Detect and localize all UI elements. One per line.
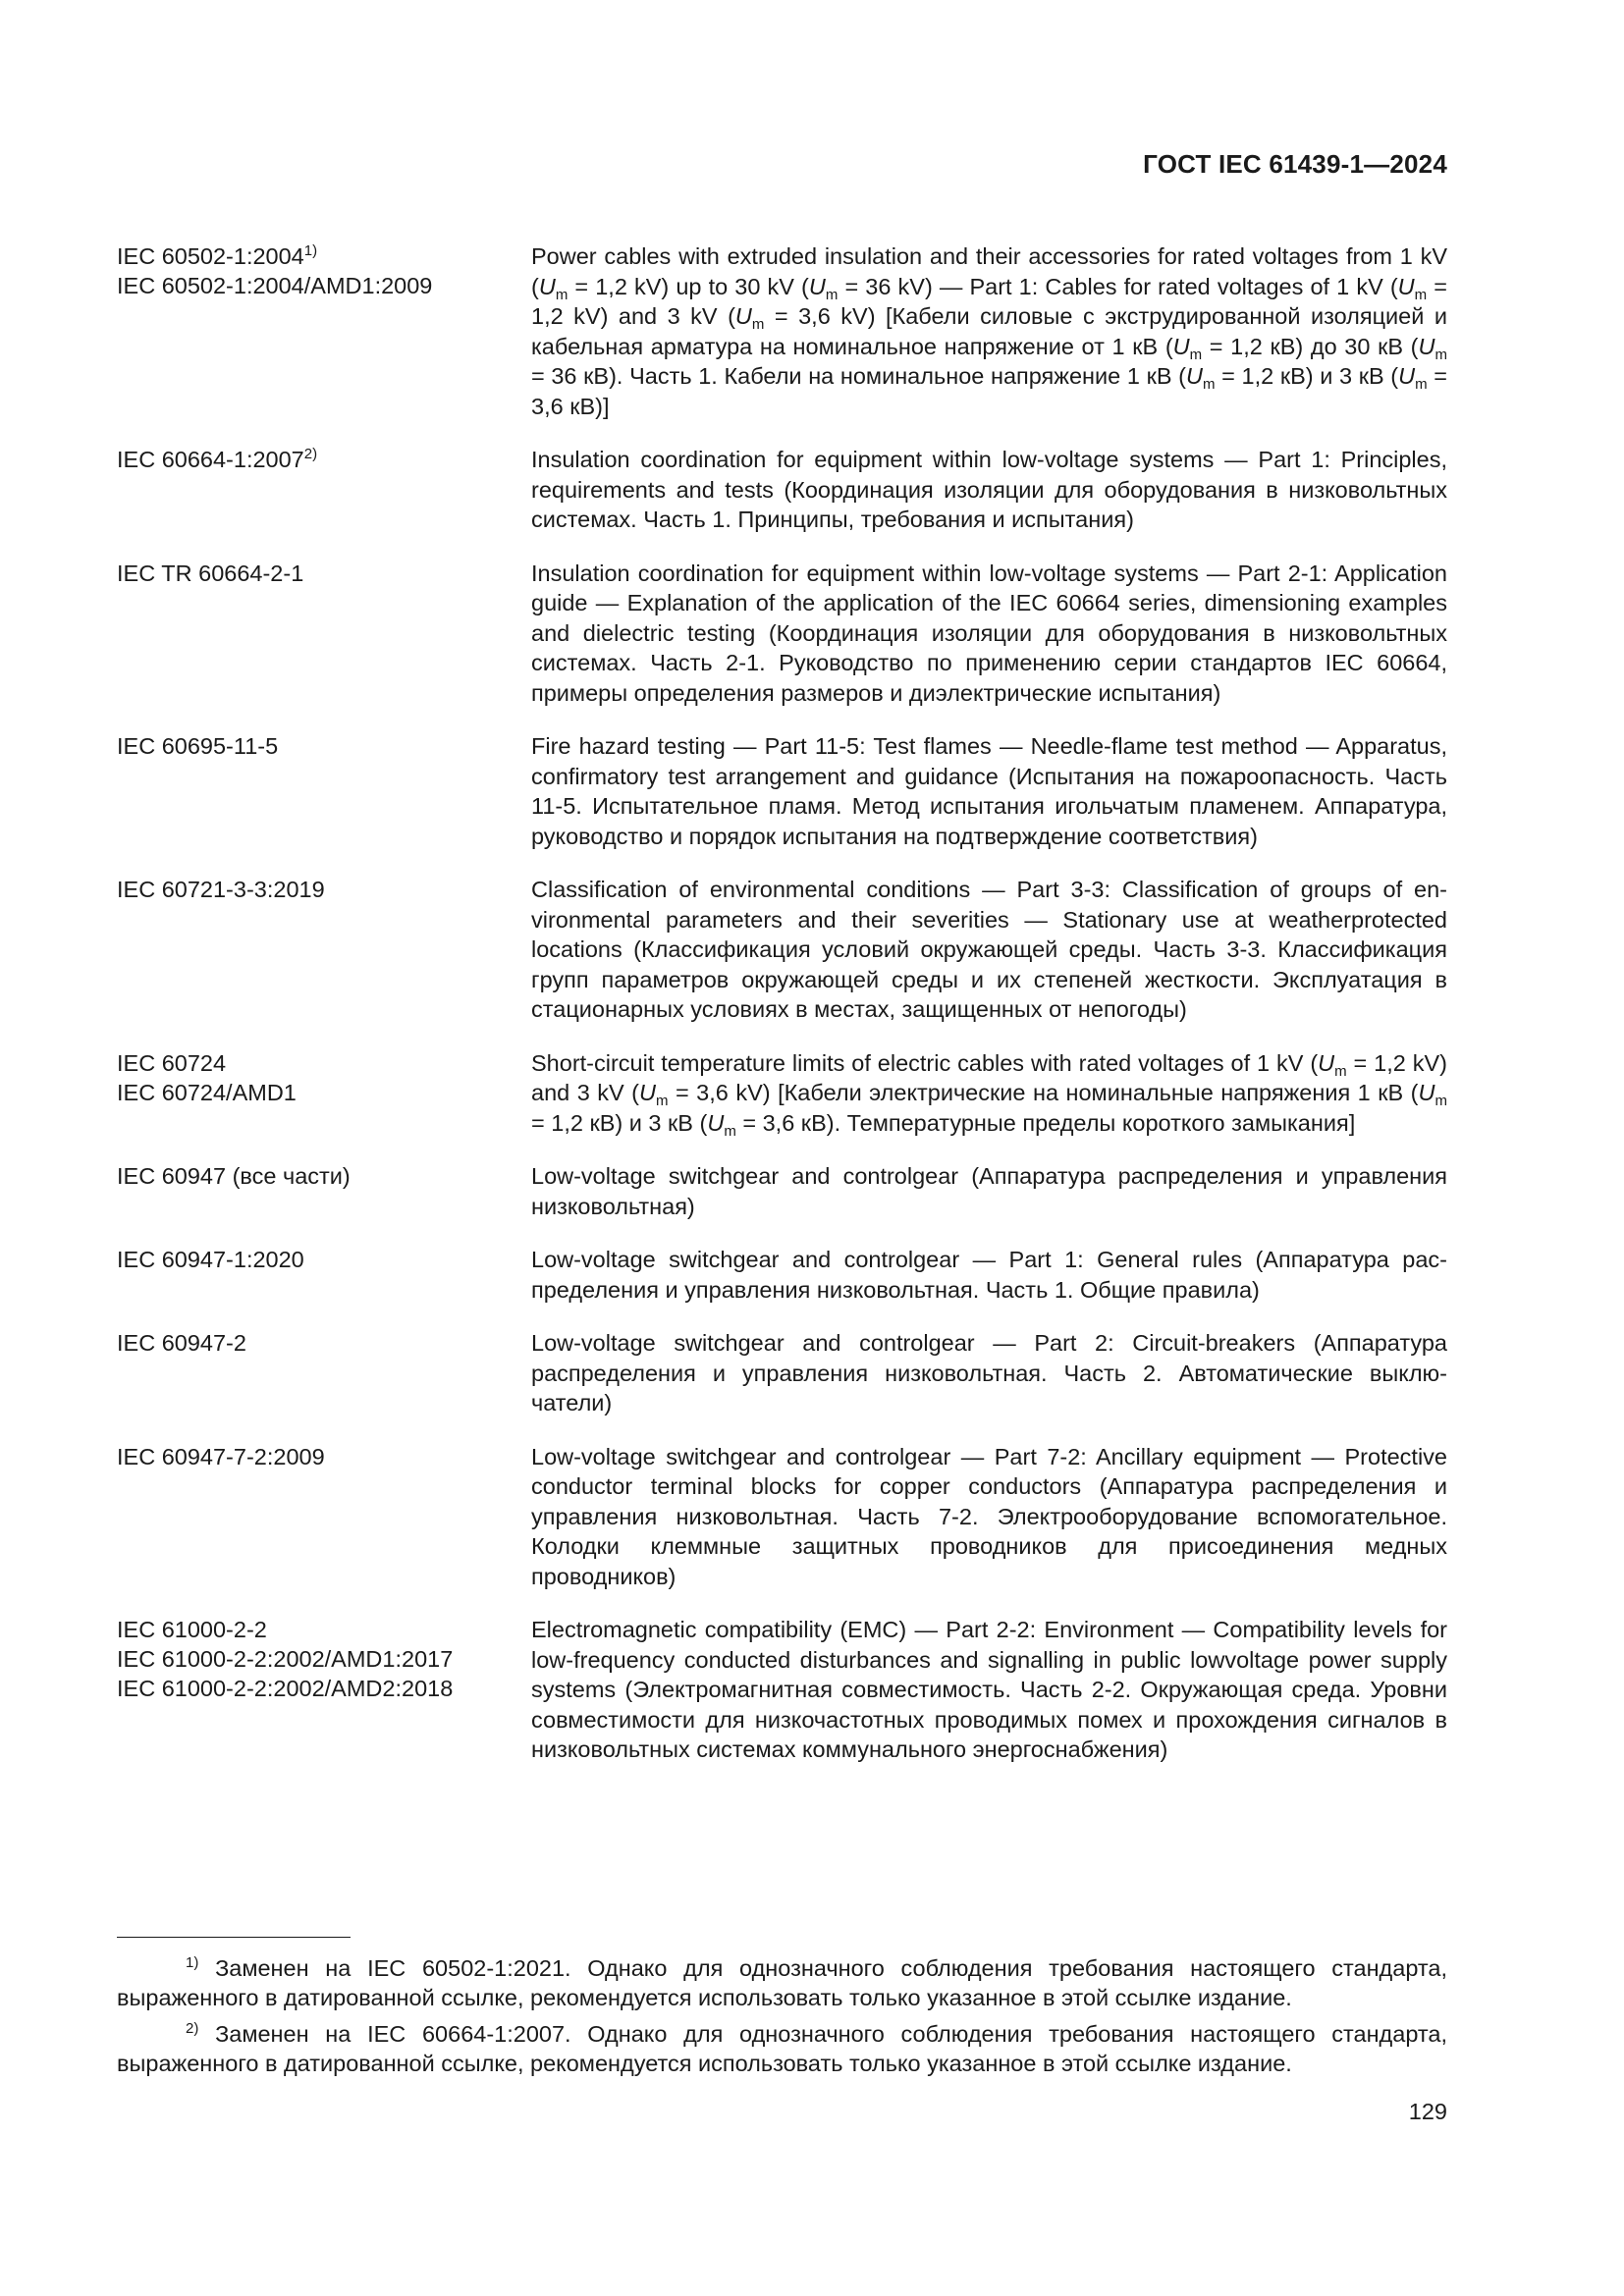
title-text: Power cables with extruded insulation and their accessories for rated voltages from 1 kV (	[531, 243, 1447, 299]
reference-code-text: IEC 60695-11-5	[117, 733, 279, 759]
reference-title	[531, 731, 1447, 851]
reference-row	[117, 559, 1447, 709]
reference-row	[117, 731, 1447, 851]
reference-title	[531, 445, 1447, 535]
reference-row	[117, 1328, 1447, 1418]
reference-title	[531, 241, 1447, 421]
reference-title	[531, 1048, 1447, 1139]
reference-title	[531, 559, 1447, 709]
footnote-text: Заменен на IEC 60664-1:2007. Однако для однозначного соблюдения требования настоящего стандарта, выраженного в датированной ссылке, рекомендуется использовать только указанное в этой ссылке издание.	[117, 2021, 1447, 2076]
voltage-symbol: U	[639, 1080, 656, 1105]
title-text: = 1,2 kV) and 3 kV (	[531, 1049, 1447, 1105]
reference-code-text: IEC 60947-7-2:2009	[117, 1443, 325, 1469]
reference-row	[117, 445, 1447, 535]
reference-code-text: IEC 60724/AMD1	[117, 1079, 297, 1105]
voltage-symbol: U	[707, 1109, 725, 1136]
voltage-subscript: m	[1203, 376, 1216, 393]
voltage-symbol: U	[1186, 363, 1203, 389]
reference-codes	[117, 445, 531, 535]
title-text: = 1,2 кВ) и 3 кВ (	[1215, 363, 1399, 389]
title-text: = 36 кВ). Часть 1. Кабели на номинальное напряжение 1 кВ (	[531, 363, 1187, 389]
voltage-subscript: m	[1435, 1093, 1447, 1109]
reference-codes	[117, 1048, 531, 1139]
title-text: Insulation coordination for equipment within low-voltage systems — Part 1: Principles, requirements and tests (Координация изоляции для оборудования в низковольтных системах. Часть 1. Принципы, требования и испытания)	[531, 447, 1447, 532]
footnote-marker: 1)	[303, 242, 318, 259]
title-text: = 1,2 кВ) до 30 кВ (	[1202, 333, 1419, 359]
reference-codes	[117, 875, 531, 1025]
voltage-subscript: m	[825, 286, 839, 303]
reference-title	[531, 1245, 1447, 1305]
reference-title	[531, 1161, 1447, 1221]
reference-code	[117, 1674, 531, 1703]
voltage-subscript: m	[1435, 346, 1447, 363]
footnote-mark: 2)	[186, 2020, 199, 2037]
reference-code	[117, 875, 531, 904]
reference-code	[117, 559, 531, 588]
voltage-subscript: m	[1414, 286, 1428, 303]
reference-codes	[117, 1442, 531, 1592]
reference-codes	[117, 1161, 531, 1221]
voltage-symbol: U	[1318, 1049, 1335, 1076]
reference-code-text: IEC 60502-1:2004/AMD1:2009	[117, 273, 433, 298]
reference-row	[117, 241, 1447, 421]
title-text: = 3,6 кВ)]	[531, 363, 1447, 419]
reference-code-text: IEC 60947-2	[117, 1330, 246, 1356]
voltage-subscript: m	[1334, 1062, 1347, 1080]
reference-row	[117, 1161, 1447, 1221]
reference-code-text: IEC 60664-1:2007	[117, 447, 304, 472]
voltage-symbol: U	[1418, 1080, 1435, 1105]
footnote-separator	[117, 1937, 351, 1938]
voltage-subscript: m	[751, 316, 765, 333]
title-text: = 36 kV) — Part 1: Cables for rated voltages of 1 kV (	[838, 273, 1398, 299]
voltage-subscript: m	[1415, 376, 1428, 393]
title-text: Fire hazard testing — Part 11-5: Test flames — Needle-flame test method — Apparatus, confirmatory test arrangement and guidance (Испытания на пожароопасность. Часть 11-5. Испытательное пламя. Метод испытания игольчатым пламенем. Аппаратура, руководство и порядок испытания на подтверждение соответствия)	[531, 733, 1447, 849]
title-text: Electromagnetic compatibility (EMC) — Part 2-2: Environment — Compatibility levels for low-frequency conducted disturbances and signalling in public lowvoltage power supply systems (Электромагнитная совместимость. Часть 2-2. Окружающая среда. Уровни совместимости для низкочастотных проводимых помех и прохождения сигналов в низковольтных системах коммунального энергоснабжения)	[531, 1617, 1447, 1762]
footnote-marker: 2)	[303, 446, 318, 462]
title-text: Low-voltage switchgear and controlgear — Part 2: Circuit-breakers (Аппаратура распределения и управления низковольтная. Часть 2. Автоматические выключатели)	[531, 1330, 1447, 1415]
reference-row	[117, 1048, 1447, 1139]
footnote-mark: 1)	[186, 1954, 199, 1971]
voltage-symbol: U	[1418, 333, 1435, 359]
reference-code	[117, 445, 531, 474]
reference-codes	[117, 1615, 531, 1765]
reference-code-text: IEC 61000-2-2:2002/AMD2:2018	[117, 1676, 454, 1701]
reference-title	[531, 1615, 1447, 1765]
normative-references-list	[117, 241, 1447, 1789]
reference-code-text: IEC 60721-3-3:2019	[117, 877, 325, 902]
reference-code	[117, 731, 531, 761]
reference-title	[531, 875, 1447, 1025]
title-text: = 3,6 kV) [Кабели силовые с экструдированной изоляцией и кабельная арматура на номинальное напряжение от 1 кВ (	[531, 303, 1448, 359]
reference-code-text: IEC TR 60664-2-1	[117, 560, 304, 586]
voltage-subscript: m	[555, 286, 568, 303]
reference-code	[117, 1328, 531, 1358]
title-text: = 1,2 kV) and 3 kV (	[531, 273, 1447, 329]
title-text: = 3,6 кВ). Температурные пределы короткого замыкания]	[735, 1109, 1356, 1136]
title-text: = 3,6 kV) [Кабели электрические на номинальные напряжения 1 кВ (	[668, 1080, 1419, 1105]
voltage-subscript: m	[1189, 346, 1203, 363]
reference-codes	[117, 1328, 531, 1418]
reference-code	[117, 1245, 531, 1274]
reference-title	[531, 1442, 1447, 1592]
footnotes	[117, 1953, 1447, 2085]
voltage-symbol: U	[1172, 333, 1190, 359]
reference-row	[117, 1245, 1447, 1305]
reference-code	[117, 1615, 531, 1644]
title-text: Low-voltage switchgear and controlgear — Part 1: General rules (Аппаратура распределения и управления низковольтная. Часть 1. Общие правила)	[531, 1247, 1447, 1303]
document-header: ГОСТ IEC 61439-1—2024	[1143, 149, 1447, 179]
voltage-symbol: U	[538, 273, 556, 299]
voltage-symbol: U	[734, 303, 752, 329]
reference-row	[117, 1615, 1447, 1765]
reference-codes	[117, 241, 531, 421]
page-number: 129	[1408, 2099, 1447, 2124]
footnote-item	[117, 1953, 1447, 2012]
reference-codes	[117, 1245, 531, 1305]
reference-code-text: IEC 60724	[117, 1049, 227, 1076]
reference-code-text: IEC 61000-2-2	[117, 1617, 267, 1642]
title-text: Low-voltage switchgear and controlgear — Part 7-2: Ancillary equipment — Protective conductor terminal blocks for copper conductors (Аппаратура распределения и управления низковольтная. Часть 7-2. Электрооборудование вспомогательное. Колодки клеммные защитных проводников для присоединения медных проводников)	[531, 1443, 1447, 1589]
reference-code-text: IEC 60947-1:2020	[117, 1247, 304, 1272]
reference-code	[117, 1161, 531, 1191]
title-text: Classification of environmental conditions — Part 3-3: Classification of groups of environmental parameters and their severities — Stationary use at weatherprotected locations (Классификация условий окружающей среды. Часть 3-3. Классификация групп параметров окружающей среды и их степеней жесткости. Эксплуатация в стационарных условиях в местах, защищенных от непогоды)	[531, 877, 1447, 1022]
footnote-item	[117, 2019, 1447, 2078]
reference-title	[531, 1328, 1447, 1418]
voltage-subscript: m	[724, 1122, 736, 1140]
reference-code-text: IEC 60502-1:2004	[117, 243, 304, 269]
reference-code-text: IEC 60947 (все части)	[117, 1163, 351, 1189]
reference-code-text: IEC 61000-2-2:2002/AMD1:2017	[117, 1646, 454, 1672]
reference-code	[117, 241, 531, 271]
footnote-text: Заменен на IEC 60502-1:2021. Однако для однозначного соблюдения требования настоящего стандарта, выраженного в датированной ссылке, рекомендуется использовать только указанное в этой ссылке издание.	[117, 1955, 1447, 2010]
reference-codes	[117, 731, 531, 851]
title-text: Insulation coordination for equipment within low-voltage systems — Part 2-1: Application guide — Explanation of the application of the IEC 60664 series, dimensioning examples and dielectric testing (Координация изоляции для оборудования в низковольтных системах. Часть 2-1. Руководство по применению серии стандартов IEC 60664, примеры определения размеров и диэлектрические испытания)	[531, 560, 1447, 706]
reference-code	[117, 1442, 531, 1471]
reference-code	[117, 271, 531, 300]
reference-code	[117, 1048, 531, 1078]
voltage-symbol: U	[808, 273, 826, 299]
reference-code	[117, 1078, 531, 1107]
title-text: Short-circuit temperature limits of electric cables with rated voltages of 1 kV (	[531, 1049, 1319, 1076]
reference-row	[117, 875, 1447, 1025]
title-text: = 1,2 kV) up to 30 kV (	[568, 273, 809, 299]
voltage-symbol: U	[1398, 363, 1416, 389]
title-text: Low-voltage switchgear and controlgear (Аппаратура распределения и управления низковольтная)	[531, 1163, 1447, 1219]
voltage-subscript: m	[655, 1093, 669, 1109]
reference-row	[117, 1442, 1447, 1592]
title-text: = 1,2 кВ) и 3 кВ (	[531, 1109, 708, 1136]
reference-code	[117, 1644, 531, 1674]
voltage-symbol: U	[1397, 273, 1415, 299]
reference-codes	[117, 559, 531, 709]
